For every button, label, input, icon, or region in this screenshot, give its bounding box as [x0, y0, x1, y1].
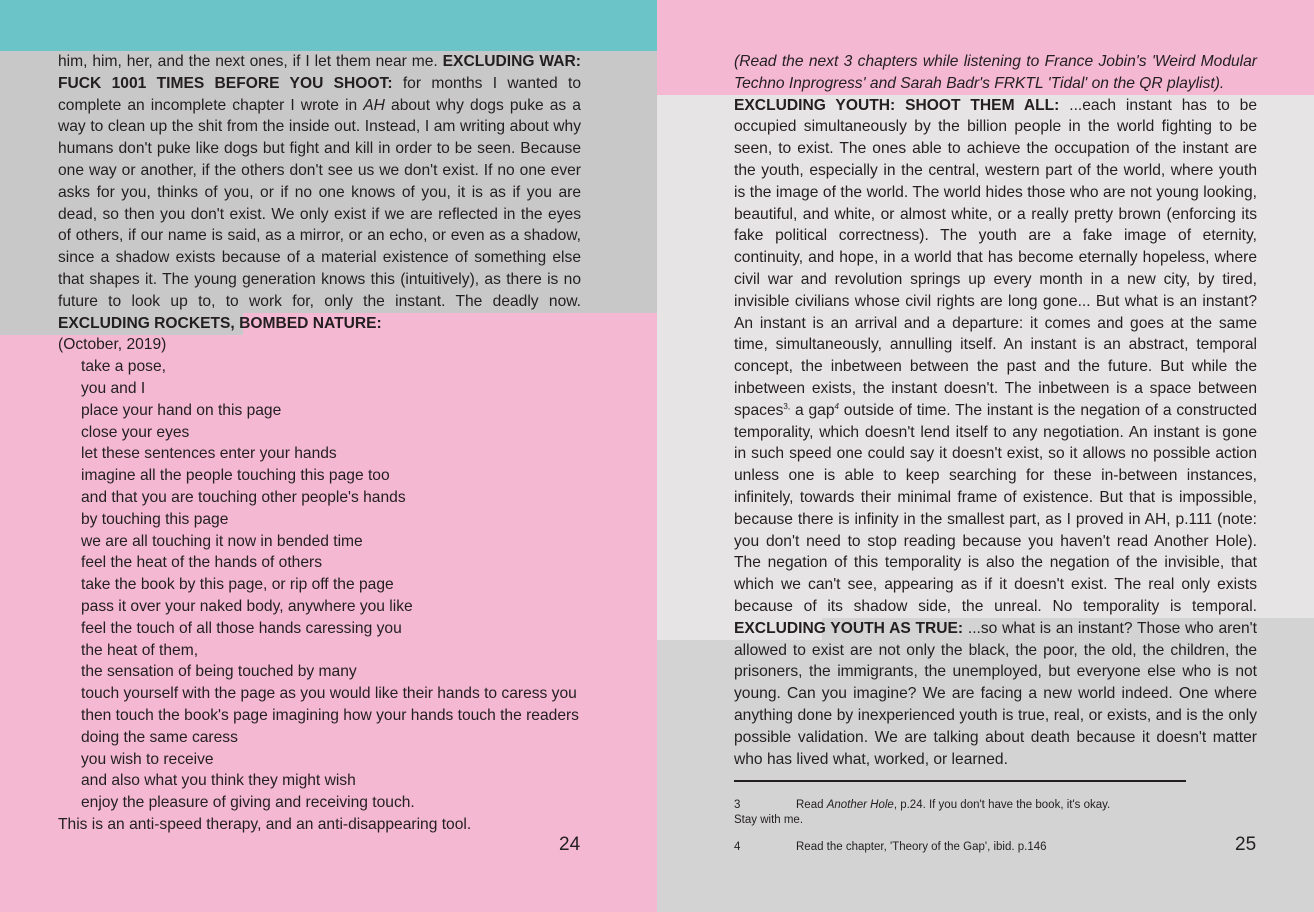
page-number-left: 24 [559, 834, 581, 855]
footnote-ref-4[interactable]: 4 [834, 401, 839, 411]
italic-ah: AH [363, 96, 385, 114]
heading-excluding-youth-as-true: EXCLUDING YOUTH AS TRUE: [734, 619, 964, 637]
poem-line: close your eyes [81, 423, 190, 441]
footnote-text: Stay with me. [734, 814, 804, 826]
poem-line: feel the touch of all those hands caressing you [81, 619, 402, 637]
poem-line: by touching this page [81, 510, 229, 528]
poem-line: we are all touching it now in bended time [81, 532, 363, 550]
poem-line: touch yourself with the page as you would like their hands to caress you [81, 685, 577, 703]
left-page-text [58, 51, 581, 836]
footnote-4 [734, 840, 1257, 855]
poem-line: doing the same caress [81, 728, 238, 746]
footnote-ref-3[interactable]: 3, [783, 401, 791, 411]
text-run: about why dogs puke as a way to clean up the shit from the inside out. Instead, I am writing about why humans don't puke like dogs but fight and kill in order to be seen. Because one way or another, if the others don't see us we don't exist. If no one ever asks for you, thinks of you, or if no one knows of you, it is as if you are dead, so then you don't exist. We only exist if we are reflected in the eyes of others, if our name is said, as a mirror, or an echo, or even as a shadow, since a shadow exists because of a material existence of something else that shapes it. The young generation knows this (intuitively), as there is no future to look up to, to work for, only the instant. The deadly now. [58, 96, 581, 310]
listening-note: (Read the next 3 chapters while listening to France Jobin's 'Weird Modular Techno Inprogress' and Sarah Badr's FRKTL 'Tidal' on the QR playlist). [734, 53, 1257, 92]
closing-line: This is an anti-speed therapy, and an anti-disappearing tool. [58, 815, 472, 833]
text-run: outside of time. The instant is the negation of a constructed temporality, which doesn't lend itself to any negotiation. An instant is gone in such speed one could say it doesn't exist, so it allows no possible action unless one is able to keep searching for these in-between instances, infinitely, towards their minimal frame of existence. But that is impossible, because there is infinity in the smallest part, as I proved in AH, p.111 (note: you don't need to stop reading because you haven't read Another Hole). The negation of this temporality is also the negation of the invisible, that which we can't see, appearing as if it doesn't exist. The real only exists because of its shadow side, the unreal. No temporality is temporal. [734, 401, 1257, 615]
footnote-text: Read [796, 799, 827, 811]
poem-line: the sensation of being touched by many [81, 663, 357, 681]
poem-line: pass it over your naked body, anywhere you like [81, 597, 413, 615]
poem-line: and also what you think they might wish [81, 772, 356, 790]
footnote-3 [734, 798, 1257, 828]
poem-line: feel the heat of the hands of others [81, 554, 323, 572]
heading-excluding-war: EXCLUDING WAR: FUCK 1001 TIMES BEFORE YOU SHOOT: [58, 53, 581, 92]
poem-line: let these sentences enter your hands [81, 445, 337, 463]
poem-line: you wish to receive [81, 750, 214, 768]
footnote-number: 3 [734, 799, 741, 811]
text-run: ...so what is an instant? Those who aren't allowed to exist are not only the black, the poor, the old, the children, the prisoners, the immigrants, the unemployed, but everyone else who is not young. Can you imagine? We are facing a new world indeed. One where anything done by inexperienced youth is true, real, or exists, and is the only possible validation. We are talking about death because it doesn't matter who has lived what, worked, or learned. [734, 619, 1257, 768]
footnote-italic: Another Hole [826, 799, 894, 811]
poem-line: then touch the book's page imagining how your hands touch the readers [81, 706, 579, 724]
poem-line: imagine all the people touching this page too [81, 467, 390, 485]
right-page-text [734, 51, 1257, 770]
poem-line: you and I [81, 379, 146, 397]
heading-excluding-rockets: EXCLUDING ROCKETS, BOMBED NATURE: [58, 314, 382, 332]
youth-paragraph [734, 95, 1257, 771]
text-run: for months I wanted to complete an incomplete chapter I wrote in [58, 74, 581, 114]
poem-line: take a pose, [81, 358, 166, 376]
poem [58, 356, 581, 814]
poem-line: and that you are touching other people's hands [81, 488, 406, 506]
war-paragraph [58, 51, 581, 334]
text-run: ...each instant has to be occupied simultaneously by the billion people in the world fighting to be seen, to exist. The ones able to achieve the occupation of the instant are the youth, especially in the central, western part of the world, where youth is the image of the world. The world hides those who are not young looking, beautiful, and white, or almost white, or a really pretty brown (enforcing its fake political correctness). The youth are a fake image of eternity, continuity, and hope, in a world that has become eternally hopeless, where civil war and revolution springs up every month in a new city, by tired, invisible civilians whose civil rights are long gone... But what is an instant? An instant is an arrival and a departure: it comes and goes at the same time, simultaneously, annulling itself. An instant is an abstract, temporal concept, the inbetween between the past and the future. But while the inbetween exists, the instant doesn't. The inbetween is a space between spaces [734, 96, 1257, 419]
poem-line: place your hand on this page [81, 401, 282, 419]
footnote-number: 4 [734, 841, 741, 853]
text-run: a gap [790, 401, 835, 419]
poem-date: (October, 2019) [58, 336, 167, 354]
footnote-divider [734, 780, 1186, 782]
footnote-text: Read the chapter, 'Theory of the Gap', ibid. p.146 [796, 841, 1047, 853]
poem-line: enjoy the pleasure of giving and receiving touch. [81, 794, 415, 812]
poem-line: take the book by this page, or rip off the page [81, 576, 394, 594]
footnote-text: , p.24. If you don't have the book, it's okay. [893, 799, 1111, 811]
heading-excluding-youth: EXCLUDING YOUTH: SHOOT THEM ALL: [734, 96, 1060, 114]
poem-line: the heat of them, [81, 641, 199, 659]
page-number-right: 25 [1235, 834, 1257, 855]
text-run: him, him, her, and the next ones, if I let them near me. [58, 53, 443, 70]
